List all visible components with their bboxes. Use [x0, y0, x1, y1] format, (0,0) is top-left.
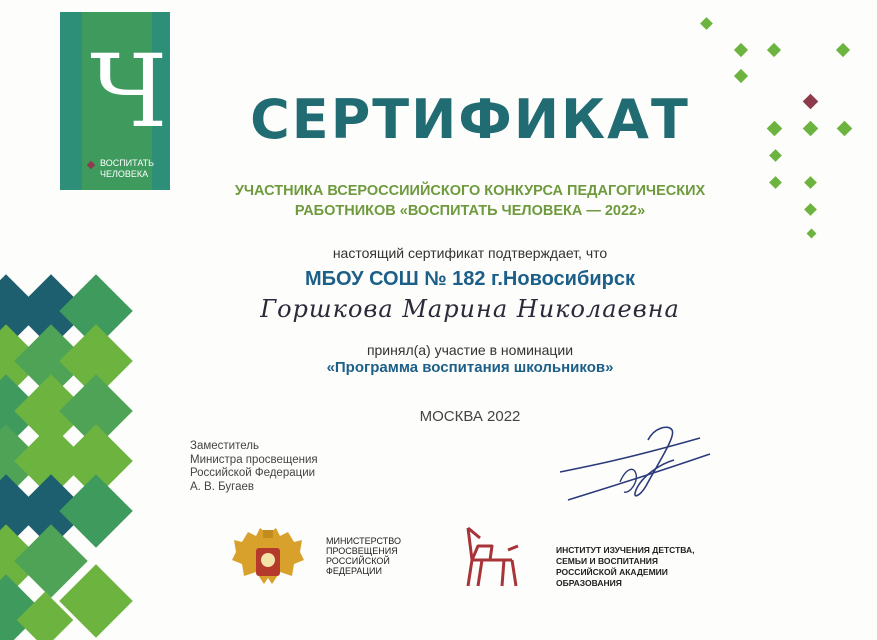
brand-logo — [60, 12, 170, 190]
signatory-block — [190, 440, 318, 494]
institute-line1: ИНСТИТУТ ИЗУЧЕНИЯ ДЕТСТВА, — [556, 545, 695, 555]
institute-line4: ОБРАЗОВАНИЯ — [556, 578, 622, 588]
signatory-line1: Заместитель — [190, 440, 259, 452]
decor-diamond-icon — [767, 43, 781, 57]
brand-logo-letter: Ч — [90, 33, 168, 150]
ministry-emblem-icon — [230, 526, 306, 594]
ministry-logo-text — [326, 536, 401, 576]
decor-diamond-icon — [804, 176, 817, 189]
institute-logo-text — [556, 545, 695, 589]
decor-diamond-icon — [700, 17, 713, 30]
ministry-line4: ФЕДЕРАЦИИ — [326, 566, 382, 576]
ministry-line3: РОССИЙСКОЙ — [326, 556, 390, 566]
organization-name: МБОУ СОШ № 182 г.Новосибирск — [305, 268, 635, 290]
institute-line3: РОССИЙСКОЙ АКАДЕМИИ — [556, 567, 668, 577]
nomination-title: «Программа воспитания школьников» — [326, 359, 614, 376]
certificate-title: СЕРТИФИКАТ — [250, 88, 690, 151]
decor-diamond-icon — [836, 43, 850, 57]
decor-diamond-icon — [803, 94, 819, 110]
institute-chair-icon — [462, 526, 522, 588]
certificate-subtitle — [170, 181, 770, 221]
decor-diamond-icon — [804, 203, 817, 216]
brand-logo-caption-line2: ЧЕЛОВЕКА — [100, 168, 149, 179]
certificate-subtitle-line1: УЧАСТНИКА ВСЕРОССИИЙСКОГО КОНКУРСА ПЕДАГОГИЧЕСКИХ — [234, 183, 706, 199]
brand-logo-caption-line1: ВОСПИТАТЬ — [100, 158, 155, 168]
decor-diamond-icon — [59, 474, 133, 548]
decor-diamond-icon — [734, 69, 748, 83]
decor-diamond-icon — [734, 43, 748, 57]
ministry-line1: МИНИСТЕРСТВО — [326, 536, 401, 546]
accepted-text: принял(а) участие в номинации — [366, 342, 574, 358]
decor-diamond-icon — [769, 149, 782, 162]
institute-line2: СЕМЬИ И ВОСПИТАНИЯ — [556, 556, 658, 566]
signature-icon — [550, 420, 720, 510]
decor-diamond-icon — [837, 121, 853, 137]
signatory-line3: Российской Федерации — [190, 467, 316, 479]
city-year: МОСКВА 2022 — [419, 408, 521, 425]
recipient-name: Горшкова Марина Николаевна — [260, 295, 680, 323]
confirm-text: настоящий сертификат подтверждает, что — [332, 245, 608, 261]
certificate-subtitle-line2: РАБОТНИКОВ «ВОСПИТАТЬ ЧЕЛОВЕКА — 2022» — [294, 203, 646, 219]
ministry-line2: ПРОСВЕЩЕНИЯ — [326, 546, 398, 556]
decor-diamond-icon — [769, 176, 782, 189]
signatory-name: А. В. Бугаев — [190, 480, 255, 493]
signatory-line2: Министра просвещения — [190, 453, 318, 466]
decor-diamond-icon — [807, 229, 817, 239]
decor-diamond-icon — [803, 121, 819, 137]
brand-logo-caption — [100, 158, 170, 180]
